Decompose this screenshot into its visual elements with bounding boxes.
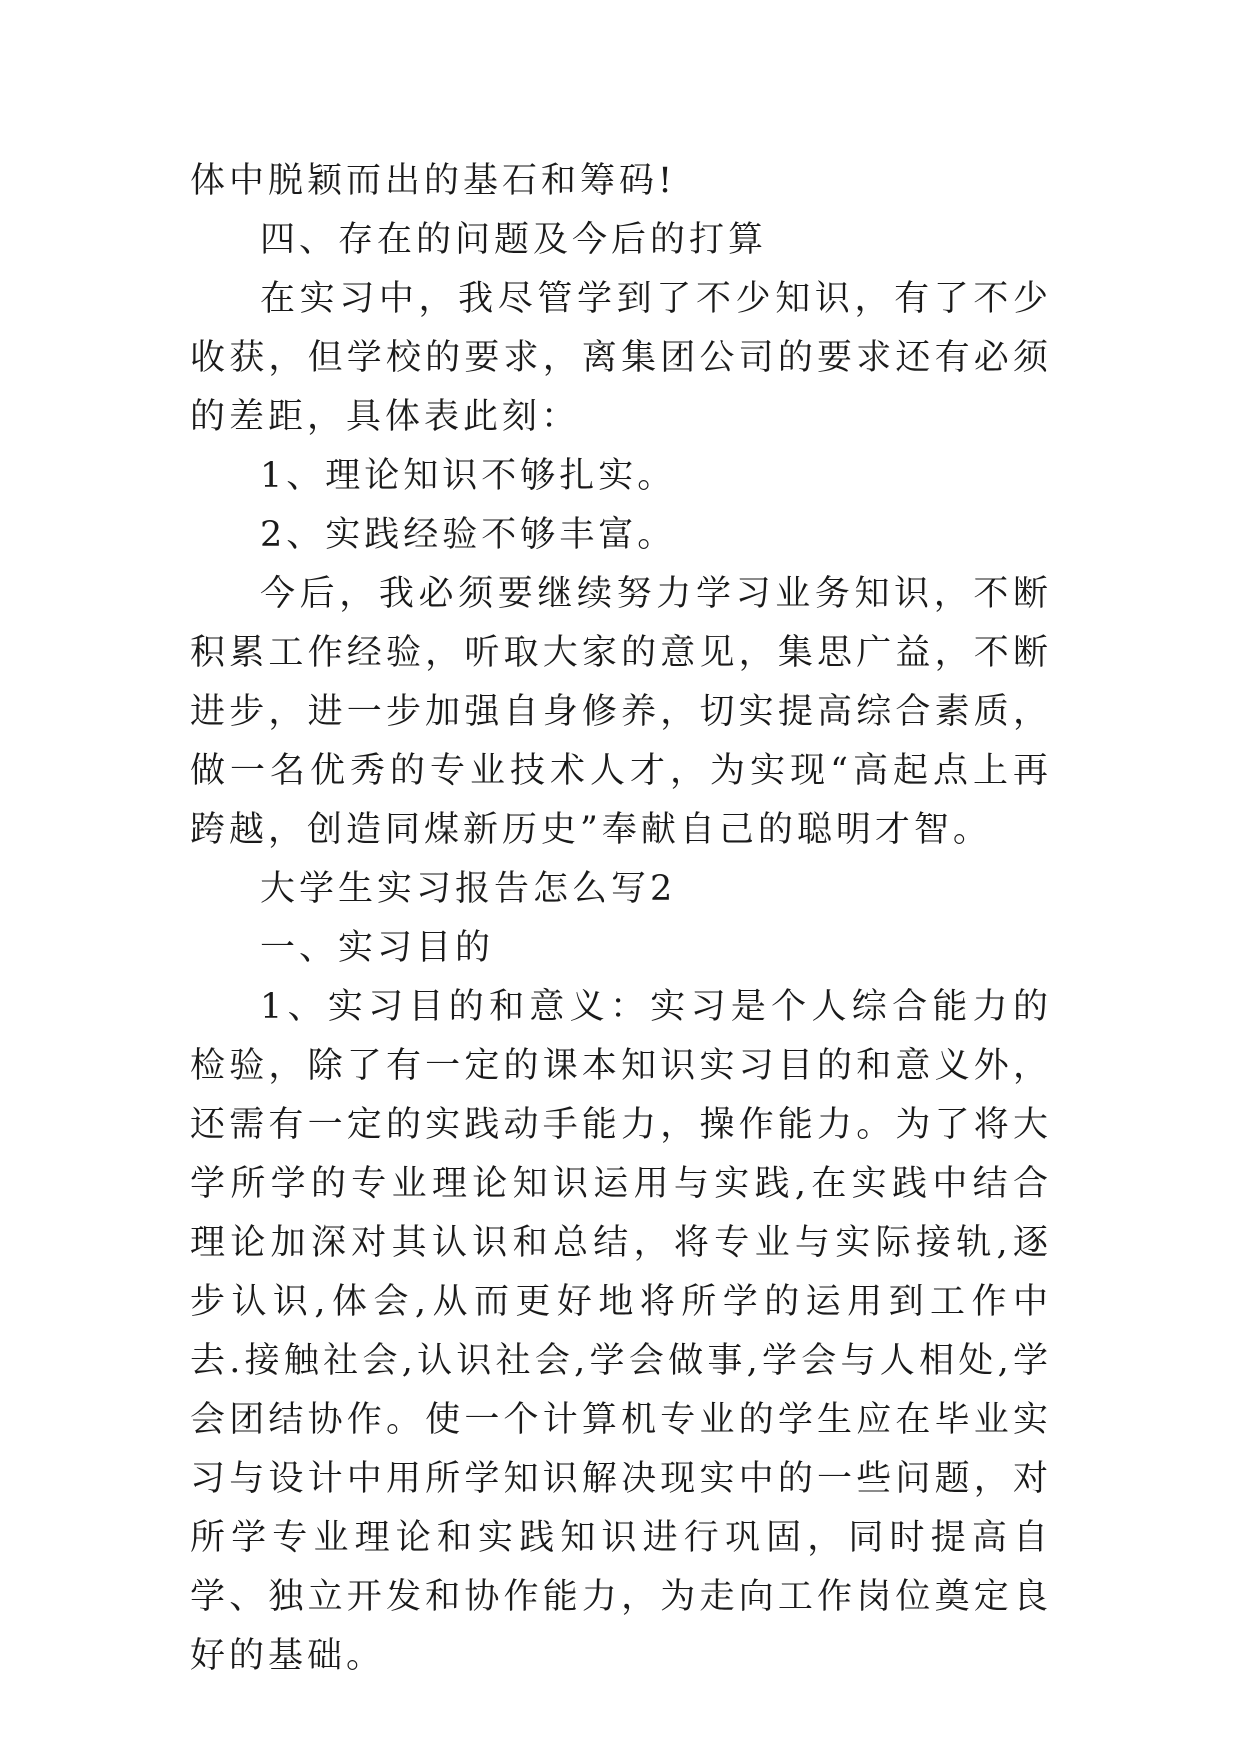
list-item-theory: 1、理论知识不够扎实。	[260, 456, 677, 496]
document-title-2: 大学生实习报告怎么写2	[260, 869, 677, 909]
document-page	[190, 152, 1052, 1686]
paragraph-future-plans: 今后，我必须要继续努力学习业务知识，不断积累工作经验，听取大家的意见，集思广益，不断进步，进一步加强自身修养，切实提高综合素质，做一名优秀的专业技术人才，为实现“高起点上再跨越，创造同煤新历史”奉献自己的聪明才智。	[190, 574, 1052, 850]
section-heading-problems-plans: 四、存在的问题及今后的打算	[260, 220, 768, 260]
paragraph-purpose-meaning: 1、实习目的和意义：实习是个人综合能力的检验，除了有一定的课本知识实习目的和意义外，还需有一定的实践动手能力，操作能力。为了将大学所学的专业理论知识运用与实践,在实践中结合理论加深对其认识和总结，将专业与实际接轨,逐步认识,体会,从而更好地将所学的运用到工作中去.接触社会,认识社会,学会做事,学会与人相处,学会团结协作。使一个计算机专业的学生应在毕业实习与设计中用所学知识解决现实中的一些问题，对所学专业理论和实践知识进行巩固，同时提高自学、独立开发和协作能力，为走向工作岗位奠定良好的基础。	[190, 987, 1052, 1676]
paragraph-shortcomings-intro: 在实习中，我尽管学到了不少知识，有了不少收获，但学校的要求，离集团公司的要求还有必须的差距，具体表此刻：	[190, 279, 1052, 437]
section-heading-purpose: 一、实习目的	[260, 928, 495, 968]
paragraph-continuation: 体中脱颖而出的基石和筹码!	[190, 161, 677, 201]
list-item-practice: 2、实践经验不够丰富。	[260, 515, 677, 555]
